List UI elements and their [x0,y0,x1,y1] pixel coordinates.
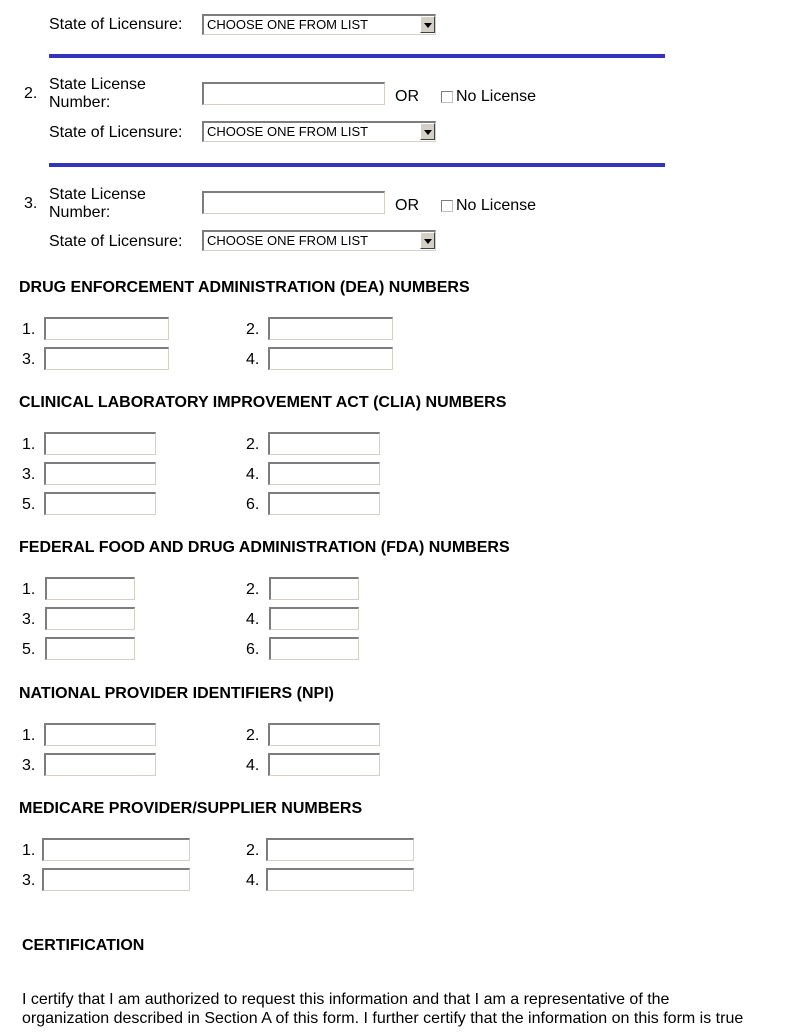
state-of-licensure-label-1: State of Licensure: [49,16,183,33]
state-license-number-label [49,186,146,222]
fda-num-label: 3. [22,611,36,628]
or-label: OR [395,197,419,214]
medicare-num-label: 2. [246,842,260,859]
chevron-down-icon[interactable] [420,232,435,249]
medicare-num-label: 4. [246,872,260,889]
dea-input-1[interactable] [44,317,169,340]
clia-heading: CLINICAL LABORATORY IMPROVEMENT ACT (CLIA) NUMBERS [19,394,507,411]
clia-num-label: 4. [246,466,260,483]
chevron-down-icon[interactable] [420,123,435,140]
clia-input-3[interactable] [44,462,156,485]
certification-heading: CERTIFICATION [22,937,145,954]
medicare-num-label: 3. [22,872,36,889]
fda-input-1[interactable] [45,577,135,600]
license-entry-number: 3. [24,195,38,212]
npi-num-label: 2. [246,727,260,744]
no-license-label: No License [456,88,537,105]
clia-num-label: 5. [22,496,36,513]
fda-num-label: 5. [22,641,36,658]
npi-heading: NATIONAL PROVIDER IDENTIFIERS (NPI) [19,685,334,702]
dea-num-label: 3. [22,351,36,368]
dea-input-4[interactable] [268,347,393,370]
dea-num-label: 2. [246,321,260,338]
label-line-2: Number: [49,204,111,221]
no-license-checkbox-2[interactable] [441,91,453,103]
clia-input-5[interactable] [44,492,156,515]
fda-input-4[interactable] [269,607,359,630]
section-divider [49,54,665,58]
medicare-num-label: 1. [22,842,36,859]
npi-num-label: 1. [22,727,36,744]
medicare-input-1[interactable] [42,838,190,861]
npi-input-2[interactable] [268,723,380,746]
fda-input-6[interactable] [269,637,359,660]
fda-num-label: 6. [246,641,260,658]
select-value: CHOOSE ONE FROM LIST [207,124,369,139]
npi-num-label: 4. [246,757,260,774]
clia-input-1[interactable] [44,432,156,455]
state-of-licensure-select-3[interactable] [202,230,436,251]
clia-num-label: 2. [246,436,260,453]
section-divider [49,163,665,167]
fda-num-label: 2. [246,581,260,598]
state-of-licensure-select-1[interactable] [202,14,436,35]
state-of-licensure-label-2: State of Licensure: [49,124,183,141]
clia-input-6[interactable] [268,492,380,515]
medicare-input-4[interactable] [266,868,414,891]
fda-num-label: 1. [22,581,36,598]
certification-line-1: I certify that I am authorized to request this information and that I am a representative of the [22,991,670,1008]
label-line-1: State License [49,76,146,93]
clia-num-label: 6. [246,496,260,513]
dea-input-3[interactable] [44,347,169,370]
dea-num-label: 4. [246,351,260,368]
npi-input-3[interactable] [44,753,156,776]
fda-input-3[interactable] [45,607,135,630]
fda-input-2[interactable] [269,577,359,600]
state-license-number-input-2[interactable] [202,82,385,105]
certification-line-2: organization described in Section A of this form. I further certify that the information on this form is true [22,1010,744,1027]
no-license-label: No License [456,197,537,214]
fda-input-5[interactable] [45,637,135,660]
dea-heading: DRUG ENFORCEMENT ADMINISTRATION (DEA) NUMBERS [19,279,470,296]
npi-num-label: 3. [22,757,36,774]
select-value: CHOOSE ONE FROM LIST [207,17,369,32]
dea-input-2[interactable] [268,317,393,340]
clia-num-label: 1. [22,436,36,453]
npi-input-1[interactable] [44,723,156,746]
certification-text [22,990,792,1028]
label-line-1: State License [49,186,146,203]
no-license-checkbox-3[interactable] [441,200,453,212]
dea-num-label: 1. [22,321,36,338]
clia-input-4[interactable] [268,462,380,485]
clia-num-label: 3. [22,466,36,483]
clia-input-2[interactable] [268,432,380,455]
select-value: CHOOSE ONE FROM LIST [207,233,369,248]
medicare-input-2[interactable] [266,838,414,861]
state-license-number-input-3[interactable] [202,191,385,214]
state-of-licensure-label-3: State of Licensure: [49,233,183,250]
state-license-number-label [49,76,146,112]
chevron-down-icon[interactable] [420,16,435,33]
state-of-licensure-select-2[interactable] [202,121,436,142]
medicare-input-3[interactable] [42,868,190,891]
label-line-2: Number: [49,94,111,111]
npi-input-4[interactable] [268,753,380,776]
fda-num-label: 4. [246,611,260,628]
license-entry-number: 2. [24,85,38,102]
or-label: OR [395,88,419,105]
medicare-heading: MEDICARE PROVIDER/SUPPLIER NUMBERS [19,800,363,817]
fda-heading: FEDERAL FOOD AND DRUG ADMINISTRATION (FDA) NUMBERS [19,539,510,556]
